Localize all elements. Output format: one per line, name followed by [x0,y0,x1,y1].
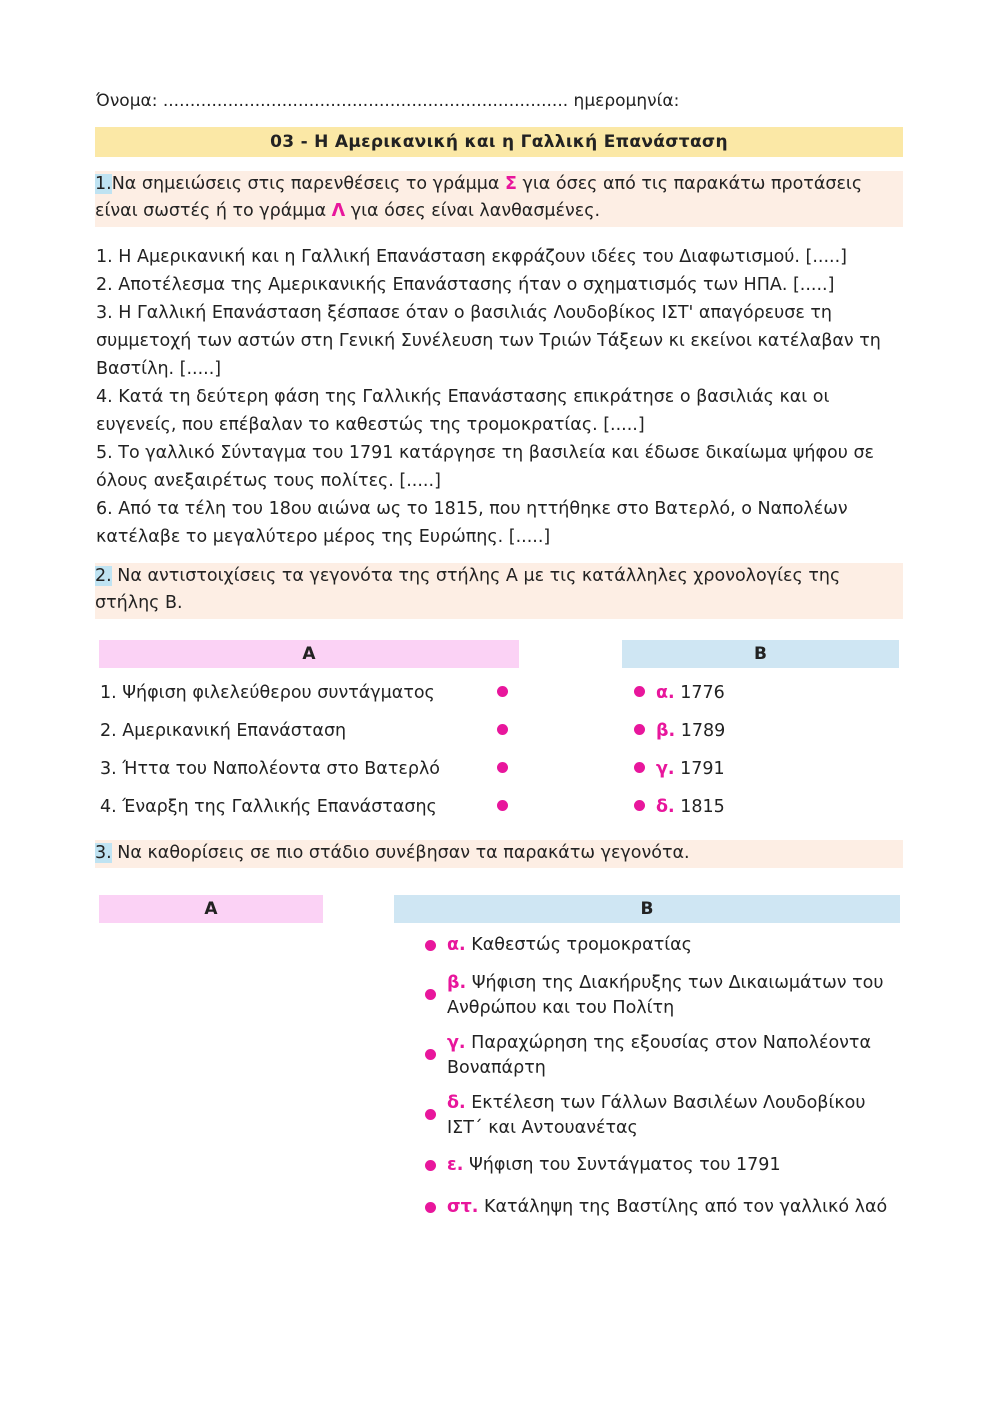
item-letter: δ. [447,1093,466,1113]
exercise2-number: 2. [95,566,112,586]
match-dot-right[interactable] [634,724,645,735]
item-letter: δ. [656,797,675,817]
stage-item [447,971,897,1021]
item-letter: στ. [447,1197,479,1217]
match-dot-right[interactable] [634,686,645,697]
match-left-item: 1. Ψήφιση φιλελεύθερου συντάγματος [100,683,435,703]
exercise1-text-b: για όσες από τις παρακάτω προτάσεις είναι σωστές ή το γράμμα [95,174,863,221]
statement-item: 2. Αποτέλεσμα της Αμερικανικής Επανάστασης ήταν ο σχηματισμός των ΗΠΑ. [.....] [96,275,835,295]
item-value: 1789 [680,721,726,741]
letter-sigma: Σ [505,174,517,194]
column-b-header: Β [622,640,899,668]
name-date-line: Όνομα: ........................................................................... ημερομηνία: [96,91,680,111]
statement-item: 1. Η Αμερικανική και η Γαλλική Επανάσταση εκφράζουν ιδέες του Διαφωτισμού. [.....] [96,247,848,267]
item-text: Κατάληψη της Βαστίλης από τον γαλλικό λαό [484,1197,888,1217]
item-letter: γ. [656,759,675,779]
item-letter: γ. [447,1033,466,1053]
item-text: Ψήφιση του Συντάγματος του 1791 [468,1155,781,1175]
match-left-item: 3. Ήττα του Ναπολέοντα στο Βατερλό [100,759,441,779]
statements-list [96,243,901,551]
match-left-item: 4. Έναρξη της Γαλλικής Επανάστασης [100,797,437,817]
exercise1-number: 1. [95,174,112,194]
stage-item [447,1031,897,1081]
stage-column-a-header: Α [99,895,323,923]
match-right-item [656,755,725,783]
page-title: 03 - Η Αμερικανική και η Γαλλική Επανάσταση [95,127,903,157]
item-text: Εκτέλεση των Γάλλων Βασιλέων Λουδοβίκου ΙΣΤ΄ και Αντουανέτας [447,1093,866,1138]
exercise3-instruction [95,840,903,868]
item-letter: β. [656,721,676,741]
match-dot-left[interactable] [497,724,508,735]
match-right-item [656,679,725,707]
match-dot-right[interactable] [634,800,645,811]
stage-item-dot[interactable] [425,940,436,951]
letter-lambda: Λ [331,201,346,221]
exercise3-text: Να καθορίσεις σε πιο στάδιο συνέβησαν τα παρακάτω γεγονότα. [117,843,690,863]
stage-item [447,1195,897,1220]
item-letter: β. [447,973,467,993]
stage-item-dot[interactable] [425,1160,436,1171]
stage-item [447,933,897,958]
statement-item: 4. Κατά τη δεύτερη φάση της Γαλλικής Επανάστασης επικράτησε ο βασιλιάς και οι ευγενείς, που επέβαλαν το καθεστώς της τρομοκρατίας. [.....] [96,387,830,435]
item-letter: α. [656,683,675,703]
stage-item-dot[interactable] [425,1109,436,1120]
stage-column-b-header: Β [394,895,900,923]
exercise2-text: Να αντιστοιχίσεις τα γεγονότα της στήλης Α με τις κατάλληλες χρονολογίες της στήλης Β. [95,566,841,613]
item-letter: ε. [447,1155,464,1175]
exercise3-number: 3. [95,843,112,863]
column-a-header: Α [99,640,519,668]
item-value: 1815 [680,797,725,817]
item-letter: α. [447,935,466,955]
exercise2-instruction [95,563,903,619]
stage-item-dot[interactable] [425,1202,436,1213]
statement-item: 3. Η Γαλλική Επανάσταση ξέσπασε όταν ο βασιλιάς Λουδοβίκος ΙΣΤ' απαγόρευσε τη συμμετοχή των αστών στη Γενική Συνέλευση των Τριών Τάξεων κι εκείνοι κατέλαβαν τη Βαστίλη. [.....] [96,303,881,379]
statement-item: 5. Το γαλλικό Σύνταγμα του 1791 κατάργησε τη βασιλεία και έδωσε δικαίωμα ψήφου σε όλους ανεξαιρέτως τους πολίτες. [.....] [96,443,874,491]
statement-item: 6. Από τα τέλη του 18ου αιώνα ως το 1815, που ηττήθηκε στο Βατερλό, ο Ναπολέων κατέλαβε το μεγαλύτερο μέρος της Ευρώπης. [.....] [96,499,848,547]
stage-item-dot[interactable] [425,989,436,1000]
item-text: Παραχώρηση της εξουσίας στον Ναπολέοντα Βοναπάρτη [447,1033,872,1078]
exercise1-text-c: για όσες είναι λανθασμένες. [345,201,601,221]
stage-drop-area[interactable] [99,925,323,1225]
stage-item [447,1153,897,1178]
item-value: 1791 [680,759,725,779]
stage-item-dot[interactable] [425,1049,436,1060]
match-dot-left[interactable] [497,686,508,697]
stage-item [447,1091,897,1141]
item-value: 1776 [680,683,725,703]
match-dot-right[interactable] [634,762,645,773]
exercise1-text-a: Να σημειώσεις στις παρενθέσεις το γράμμα [111,174,505,194]
match-dot-left[interactable] [497,762,508,773]
exercise1-instruction [95,171,903,227]
match-dot-left[interactable] [497,800,508,811]
match-left-item: 2. Αμερικανική Επανάσταση [100,721,347,741]
item-text: Ψήφιση της Διακήρυξης των Δικαιωμάτων του Ανθρώπου και του Πολίτη [447,973,884,1018]
item-text: Καθεστώς τρομοκρατίας [471,935,692,955]
match-right-item [656,717,725,745]
match-right-item [656,793,725,821]
